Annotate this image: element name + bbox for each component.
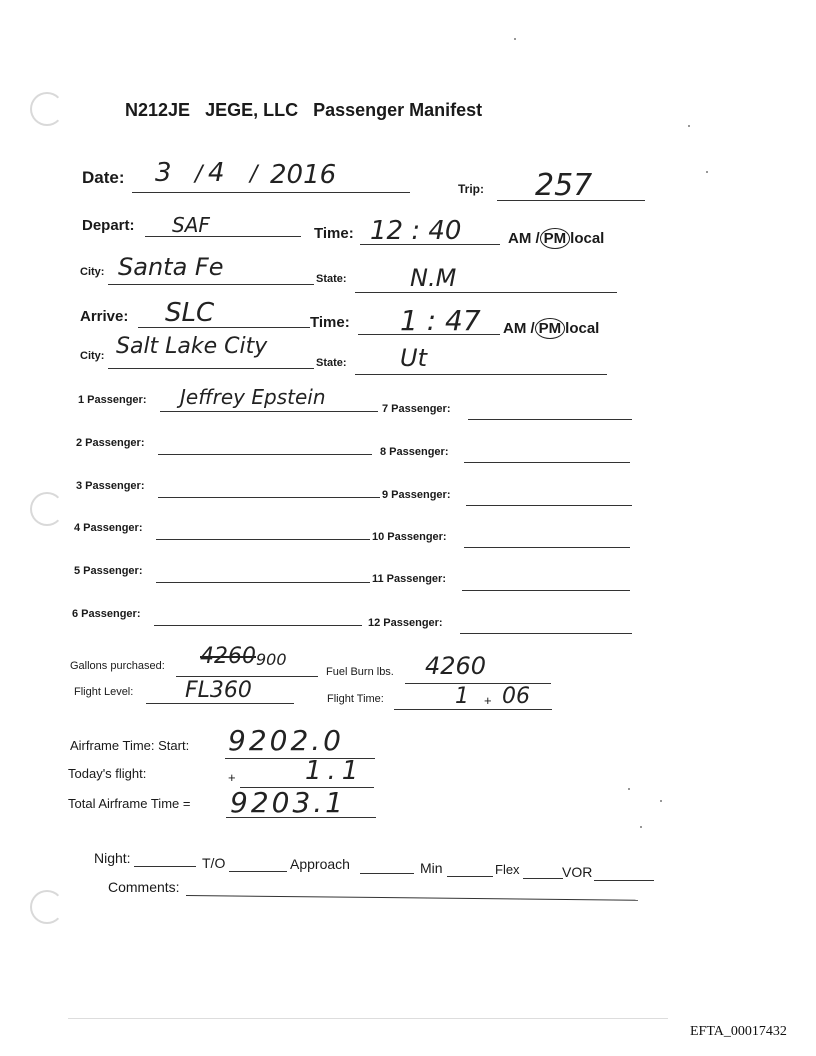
- company-name: JEGE, LLC: [205, 100, 299, 120]
- passenger-1-line: [160, 411, 378, 412]
- todays-flight-value: 1.1: [305, 756, 365, 786]
- flex-line: [523, 878, 563, 879]
- trip-label: Trip:: [458, 182, 484, 196]
- todays-flight-label: Today's flight:: [68, 766, 147, 781]
- passenger-9-label: 9 Passenger:: [382, 489, 451, 501]
- scan-speck: [514, 38, 516, 40]
- vor-line: [594, 880, 654, 881]
- arrive-time: 1 : 47: [400, 304, 481, 337]
- passenger-2-line: [158, 454, 372, 455]
- am-label: AM /: [508, 230, 540, 247]
- passenger-11-line: [462, 590, 630, 591]
- gallons-value: 900: [256, 650, 287, 669]
- passenger-7-label: 7 Passenger:: [382, 403, 451, 415]
- depart-time: 12 : 40: [370, 216, 462, 246]
- vor-label: VOR: [562, 864, 593, 880]
- night-label: Night:: [94, 850, 131, 866]
- gallons-label: Gallons purchased:: [70, 660, 165, 672]
- local-label: local: [570, 230, 605, 247]
- passenger-5-label: 5 Passenger:: [74, 565, 143, 577]
- date-separator: /: [250, 162, 258, 187]
- fuel-burn-label: Fuel Burn lbs.: [326, 666, 394, 678]
- passenger-7-line: [468, 419, 632, 420]
- depart-field-line: [145, 236, 301, 237]
- flex-label: Flex: [495, 862, 520, 877]
- arrive-airport: SLC: [165, 298, 215, 328]
- flight-time-minutes: 06: [502, 684, 530, 709]
- passenger-6-line: [154, 625, 362, 626]
- passenger-10-line: [464, 547, 630, 548]
- page-title: [125, 100, 482, 121]
- fuel-burn-value: 4260: [425, 652, 487, 680]
- passenger-6-label: 6 Passenger:: [72, 608, 141, 620]
- passenger-12-label: 12 Passenger:: [368, 617, 443, 629]
- passenger-10-label: 10 Passenger:: [372, 531, 447, 543]
- scan-speck: [628, 788, 630, 790]
- passenger-3-label: 3 Passenger:: [76, 480, 145, 492]
- flight-level-value: FL360: [185, 678, 252, 703]
- depart-label: Depart:: [82, 217, 135, 234]
- flight-time-line: [394, 709, 552, 710]
- gallons-struck-value: 4260: [200, 644, 256, 669]
- arrive-label: Arrive:: [80, 308, 129, 325]
- todays-flight-plus: +: [228, 770, 236, 785]
- date-month: 3: [155, 158, 172, 188]
- passenger-1-name: Jeffrey Epstein: [180, 385, 326, 409]
- passenger-11-label: 11 Passenger:: [372, 573, 446, 585]
- depart-ampm: [508, 228, 604, 249]
- punch-hole-bottom: [30, 890, 64, 924]
- min-label: Min: [420, 860, 443, 876]
- gallons-line: [176, 676, 318, 677]
- passenger-8-line: [464, 462, 630, 463]
- arrive-city: Salt Lake City: [116, 334, 268, 359]
- depart-state-line: [355, 292, 617, 293]
- local-label: local: [565, 320, 600, 337]
- arrive-field-line: [138, 327, 310, 328]
- passenger-8-label: 8 Passenger:: [380, 446, 449, 458]
- flight-time-label: Flight Time:: [327, 693, 384, 705]
- arrive-city-line: [108, 368, 314, 369]
- document-id: EFTA_00017432: [690, 1024, 787, 1039]
- scan-speck: [660, 800, 662, 802]
- passenger-4-label: 4 Passenger:: [74, 522, 143, 534]
- approach-label: Approach: [290, 856, 350, 872]
- scan-speck: [688, 125, 690, 127]
- depart-time-label: Time:: [314, 225, 354, 242]
- date-separator: /: [195, 162, 203, 187]
- comments-line: [186, 895, 638, 901]
- passenger-4-line: [156, 539, 370, 540]
- to-label: T/O: [202, 855, 226, 871]
- arrive-ampm: [503, 318, 599, 339]
- manifest-title: Passenger Manifest: [313, 100, 483, 120]
- date-label: Date:: [82, 168, 125, 187]
- arrive-city-label: City:: [80, 350, 105, 362]
- airframe-start-value: 9202.0: [228, 724, 344, 757]
- tail-number: N212JE: [125, 100, 191, 120]
- page-bottom-rule: [68, 1018, 668, 1019]
- flight-time-sep: +: [484, 693, 492, 708]
- depart-city-line: [108, 284, 314, 285]
- approach-line: [360, 873, 414, 874]
- punch-hole-top: [30, 92, 64, 126]
- pm-circled: PM: [540, 228, 571, 249]
- date-day: 4: [208, 158, 225, 188]
- depart-state-label: State:: [316, 273, 347, 285]
- punch-hole-middle: [30, 492, 64, 526]
- depart-city-label: City:: [80, 266, 105, 278]
- trip-number: 257: [535, 168, 593, 203]
- passenger-1-label: 1 Passenger:: [78, 394, 147, 406]
- night-line: [134, 866, 196, 867]
- min-line: [447, 876, 493, 877]
- depart-state: N.M: [410, 264, 457, 292]
- date-field-line: [132, 192, 410, 193]
- depart-city: Santa Fe: [118, 253, 224, 281]
- arrive-time-label: Time:: [310, 314, 350, 331]
- arrive-state-label: State:: [316, 357, 347, 369]
- total-airframe-label: Total Airframe Time =: [68, 796, 191, 811]
- passenger-12-line: [460, 633, 632, 634]
- date-year: 2016: [270, 160, 337, 190]
- comments-label: Comments:: [108, 879, 180, 895]
- passenger-5-line: [156, 582, 370, 583]
- pm-circled: PM: [535, 318, 566, 339]
- passenger-9-line: [466, 505, 632, 506]
- arrive-state-line: [355, 374, 607, 375]
- passenger-3-line: [158, 497, 380, 498]
- total-airframe-value: 9203.1: [230, 786, 346, 819]
- flight-level-label: Flight Level:: [74, 686, 134, 698]
- arrive-state: Ut: [400, 344, 427, 372]
- flight-time-hours: 1: [455, 684, 469, 709]
- scan-speck: [706, 171, 708, 173]
- passenger-2-label: 2 Passenger:: [76, 437, 145, 449]
- am-label: AM /: [503, 320, 535, 337]
- scan-speck: [640, 826, 642, 828]
- flight-level-line: [146, 703, 294, 704]
- airframe-start-label: Airframe Time: Start:: [70, 738, 190, 753]
- to-line: [229, 871, 287, 872]
- depart-airport: SAF: [172, 213, 210, 237]
